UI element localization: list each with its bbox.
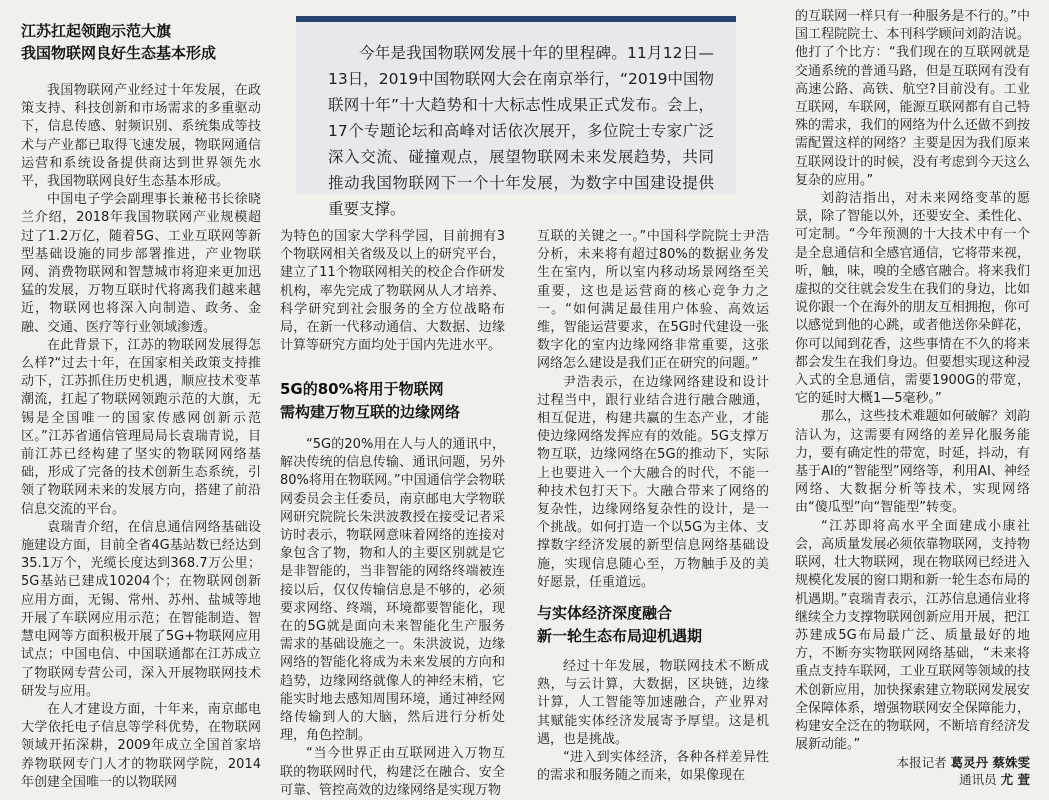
- lead-box: [296, 16, 736, 218]
- paragraph: 那么，这些技术难题如何破解？刘韵洁认为，这需要有网络的差异化服务能力，要有确定性的带宽，时延，抖动，有基于AI的“智能型”网络等，利用AI、神经网络、大数据分析等技术，实现网络由“傻瓜型”向“智能型”转变。: [795, 409, 1030, 516]
- paragraph: 中国电子学会副理事长兼秘书长徐晓兰介绍，2018年我国物联网产业规模超过了1.2万亿，随着5G、工业互联网等新型基础设施的同步部署推进，产业物联网、消费物联网和智慧城市将迎来更加迅猛的发展，万物互联时代将离我们越来越近，物联网也将深入向制造、政务、金融、交通、医疗等行业领域渗透。: [21, 192, 261, 335]
- byline-correspondent: [795, 771, 1030, 788]
- paragraph: “江苏即将高水平全面建成小康社会，高质量发展必须依靠物联网，支持物联网，壮大物联网，现在物联网已经进入规模化发展的窗口期和新一轮生态布局的机遇期。”袁瑞青表示，江苏信息通信业将继续全力支撑物联网创新应用开展，把江苏建成5G布局最广泛、质量最好的地方，不断夯实物联网网络基础，“未来将重点支持车联网，工业互联网等领域的技术创新应用，加快探索建立物联网发展安全保障体系，增强物联网安全保障能力，构建安全泛在的物联网，不断培育经济发展新动能。”: [795, 518, 1030, 753]
- subhead-line1: 5G的80%将用于物联网: [280, 380, 444, 398]
- byline-label: 本报记者: [896, 755, 947, 771]
- article-column-3: [537, 228, 769, 592]
- paragraph: 在人才建设方面，十年来，南京邮电大学依托电子信息等学科优势，在物联网领域开拓深耕，2009年成立全国首家培养物联网专门人才的物联网学院，2014年创建全国唯一的以物联网: [21, 701, 261, 790]
- paragraph: “进入到实体经济，各种各样差异性的需求和服务随之而来，如果像现在: [537, 750, 769, 784]
- section-subhead-2: [537, 602, 769, 648]
- subhead-line2: 需构建万物互联的边缘网络: [280, 403, 461, 421]
- lead-text: 今年是我国物联网发展十年的里程碑。11月12日—13日，2019中国物联网大会在南京举行，“2019中国物联网十年”十大趋势和十大标志性成果正式发布。会上，17个专题论坛和高峰对话依次展开，多位院士专家广泛深入交流、碰撞观点，展望物联网未来发展趋势，共同推动我国物联网下一个十年发展，为数字中国建设提供重要支撑。: [328, 44, 714, 218]
- article-column-2: [280, 228, 505, 355]
- paragraph: 刘韵洁指出，对未来网络变革的愿景，除了智能以外，还要安全、柔性化、可定制。“今年预测的十大技术中有一个是全息通信和全感官通信，它将带来视，听，触，味，嗅的全感官融合。将来我们虚拟的交往就会发生在我们的身边，比如说你跟一个在海外的朋友互相拥抱，你可以感觉到他的心跳，或者他送你朵鲜花，你可以闻到花香，这些事情在不久的将来都会发生在我们身边。但要想实现这种浸入式的全息通信，需要1900G的带宽，它的延时大概1—5毫秒。”: [795, 191, 1030, 407]
- paragraph: 经过十年发展，物联网技术不断成熟，与云计算，大数据，区块链，边缘计算，人工智能等加速融合，产业界对其赋能实体经济发展寄予厚望。这是机遇，也是挑战。: [537, 659, 769, 747]
- subhead-line1: 与实体经济深度融合: [537, 604, 673, 622]
- article-column-1: [21, 20, 261, 792]
- article-column-4: [795, 8, 1030, 788]
- article-column-2b: [280, 436, 505, 800]
- paragraph: 尹浩表示，在边缘网络建设和设计过程当中，跟行业结合进行融合融通，相互促进，构建共赢的生态产业，才能使边缘网络发挥应有的效能。5G支撑万物互联，边缘网络在5G的推动下，实际上也要进入一个大融合的时代，不能一种技术包打天下。大融合带来了网络的复杂性，边缘网络复杂性的设计，是一个挑战。如何打造一个以5G为主体、支撑数字经济发展的新型信息网络基础设施，实现信息随心至，万物触手及的美好愿景，任重道远。: [537, 374, 769, 590]
- byline-reporters: [795, 754, 1030, 771]
- paragraph: 为特色的国家大学科学园，目前拥有3个物联网相关省级及以上的研究平台，建立了11个物联网相关的校企合作研发机构，率先完成了物联网从人才培养、科学研究到社会服务的全方位战略布局，在新一代移动通信、大数据、边缘计算等研究方面均处于国内先进水平。: [280, 229, 505, 354]
- section-headline-line2: 我国物联网良好生态基本形成: [21, 44, 217, 62]
- byline-names: 尤 萱: [1000, 772, 1030, 788]
- byline-label: 通讯员: [959, 772, 997, 788]
- byline-names: 葛灵丹 蔡姝雯: [950, 755, 1030, 771]
- paragraph: 袁瑞青介绍，在信息通信网络基础设施建设方面，目前全省4G基站数已经达到35.1万个，光缆长度达到368.7万公里；5G基站已建成10204个；在物联网创新应用方面，无锡、常州、苏州、盐城等地开展了车联网应用示范；在智能制造、智慧电网等方面积极开展了5G+物联网应用试点；中国电信、中国联通都在江苏成立了物联网专营公司，深入开展物联网技术研发与应用。: [21, 519, 261, 699]
- subhead-line2: 新一轮生态布局迎机遇期: [537, 627, 703, 645]
- paragraph: 的互联网一样只有一种服务是不行的。”中国工程院院士、本刊科学顾问刘韵洁说。他打了个比方：“我们现在的互联网就是交通系统的普通马路，但是互联网有没有高速公路、高铁、航空?目前没有。工业互联网，车联网，能源互联网都有自己特殊的需求，我们的网络为什么还做不到按需配置这样的网络？主要是因为我们原来互联网设计的时候，没有考虑到今天这么复杂的应用。”: [795, 9, 1030, 188]
- section-headline-line1: 江苏扛起领跑示范大旗: [21, 22, 172, 40]
- section-subhead-1: [280, 378, 505, 424]
- paragraph: 在此背景下，江苏的物联网发展得怎么样?“过去十年，在国家相关政策支持推动下，江苏抓住历史机遇，顺应技术变革潮流，扛起了物联网领跑示范的大旗，无锡是全国唯一的国家传感网创新示范区。”江苏省通信管理局局长袁瑞青说，目前江苏已经构建了坚实的物联网网络基础，形成了完备的技术创新生态系统，引领了物联网未来的发展方向，搭建了前沿信息交流的平台。: [21, 337, 261, 517]
- paragraph: “当今世界正由互联网进入万物互联的物联网时代，构建泛在融合、安全可靠、管控高效的边缘网络是实现万物: [280, 746, 505, 798]
- paragraph: “5G的20%用在人与人的通讯中，解决传统的信息传输、通讯问题，另外80%将用在物联网。”中国通信学会物联网委员会主任委员，南京邮电大学物联网研究院院长朱洪波教授在接受记者采访时表示，物联网意味着网络的连接对象包含了物，物和人的主要区别就是它是非智能的，当非智能的网络终端被连接以后，仅仅传输信息是不够的，必须要求网络、终端，环境都要智能化，现在的5G就是面向未来智能化生产服务需求的基础设施之一。朱洪波说，边缘网络的智能化将成为未来发展的方向和趋势，边缘网络就像人的神经末梢，它能实时地去感知周围环境，通过神经网络传输到人的大脑，然后进行分析处理，角色控制。: [280, 437, 505, 744]
- article-column-3b: [537, 658, 769, 785]
- paragraph: 互联的关键之一。”中国科学院院士尹浩分析，未来将有超过80%的数据业务发生在室内，所以室内移动场景网络至关重要，这也是运营商的核心竞争力之一。“如何满足最佳用户体验、高效运维，智能运营要求，在5G时代建设一张数字化的室内边缘网络非常重要，这张网络怎么建设是我们正在研究的问题。”: [537, 229, 769, 372]
- paragraph: 我国物联网产业经过十年发展，在政策支持、科技创新和市场需求的多重驱动下，信息传感、射频识别、系统集成等技术与产业都已取得飞速发展，物联网通信运营和系统设备提供商达到世界领先水平，我国物联网良好生态基本形成。: [21, 83, 261, 190]
